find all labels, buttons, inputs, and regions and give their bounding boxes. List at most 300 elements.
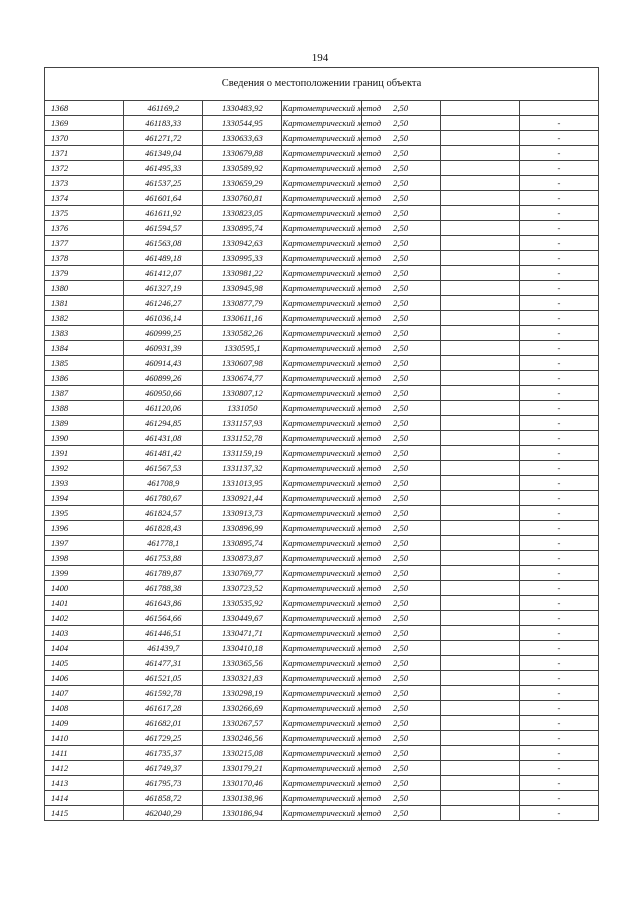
column-7-cell: - xyxy=(519,641,598,656)
determination-method-cell: Картометрический метод xyxy=(282,611,361,626)
determination-method-cell: Картометрический метод xyxy=(282,671,361,686)
column-6-cell xyxy=(440,746,519,761)
column-6-cell xyxy=(440,551,519,566)
point-number-cell: 1390 xyxy=(45,431,124,446)
table-row xyxy=(45,191,599,206)
point-number-cell: 1376 xyxy=(45,221,124,236)
column-6-cell xyxy=(440,266,519,281)
column-7-cell: - xyxy=(519,716,598,731)
coordinate-y-cell: 1331050 xyxy=(203,401,282,416)
column-7-cell: - xyxy=(519,401,598,416)
point-number-cell: 1384 xyxy=(45,341,124,356)
point-number-cell: 1373 xyxy=(45,176,124,191)
coordinate-y-cell: 1330877,79 xyxy=(203,296,282,311)
coordinate-y-cell: 1330449,67 xyxy=(203,611,282,626)
table-row xyxy=(45,731,599,746)
point-number-cell: 1398 xyxy=(45,551,124,566)
coordinate-y-cell: 1331013,95 xyxy=(203,476,282,491)
coordinate-y-cell: 1330607,98 xyxy=(203,356,282,371)
coordinate-y-cell: 1330170,46 xyxy=(203,776,282,791)
determination-method-cell: Картометрический метод xyxy=(282,431,361,446)
coordinate-x-cell: 460899,26 xyxy=(124,371,203,386)
column-6-cell xyxy=(440,686,519,701)
point-number-cell: 1380 xyxy=(45,281,124,296)
coordinate-y-cell: 1330807,12 xyxy=(203,386,282,401)
precision-cell: 2,50 xyxy=(361,146,440,161)
precision-cell: 2,50 xyxy=(361,686,440,701)
point-number-cell: 1375 xyxy=(45,206,124,221)
coordinate-x-cell: 461824,57 xyxy=(124,506,203,521)
determination-method-cell: Картометрический метод xyxy=(282,236,361,251)
determination-method-cell: Картометрический метод xyxy=(282,581,361,596)
coordinate-x-cell: 461858,72 xyxy=(124,791,203,806)
column-6-cell xyxy=(440,581,519,596)
point-number-cell: 1369 xyxy=(45,116,124,131)
point-number-cell: 1381 xyxy=(45,296,124,311)
coordinate-x-cell: 462040,29 xyxy=(124,806,203,821)
column-6-cell xyxy=(440,386,519,401)
coordinate-x-cell: 461246,27 xyxy=(124,296,203,311)
boundary-coordinates-table xyxy=(44,67,599,821)
table-row xyxy=(45,341,599,356)
precision-cell: 2,50 xyxy=(361,326,440,341)
precision-cell: 2,50 xyxy=(361,341,440,356)
table-row xyxy=(45,206,599,221)
table-row xyxy=(45,506,599,521)
precision-cell: 2,50 xyxy=(361,386,440,401)
coordinate-x-cell: 461431,08 xyxy=(124,431,203,446)
point-number-cell: 1388 xyxy=(45,401,124,416)
coordinate-x-cell: 461780,67 xyxy=(124,491,203,506)
coordinate-y-cell: 1330921,44 xyxy=(203,491,282,506)
coordinate-x-cell: 461412,07 xyxy=(124,266,203,281)
column-6-cell xyxy=(440,776,519,791)
column-7-cell: - xyxy=(519,341,598,356)
point-number-cell: 1397 xyxy=(45,536,124,551)
precision-cell: 2,50 xyxy=(361,731,440,746)
table-row xyxy=(45,716,599,731)
point-number-cell: 1378 xyxy=(45,251,124,266)
coordinate-x-cell: 461446,51 xyxy=(124,626,203,641)
coordinate-y-cell: 1330138,96 xyxy=(203,791,282,806)
table-row xyxy=(45,596,599,611)
table-row xyxy=(45,416,599,431)
precision-cell: 2,50 xyxy=(361,311,440,326)
table-row xyxy=(45,746,599,761)
point-number-cell: 1415 xyxy=(45,806,124,821)
table-row xyxy=(45,401,599,416)
table-row xyxy=(45,446,599,461)
coordinate-x-cell: 461036,14 xyxy=(124,311,203,326)
column-6-cell xyxy=(440,431,519,446)
table-row xyxy=(45,686,599,701)
coordinate-y-cell: 1330215,08 xyxy=(203,746,282,761)
table-row xyxy=(45,656,599,671)
column-6-cell xyxy=(440,521,519,536)
precision-cell: 2,50 xyxy=(361,176,440,191)
column-7-cell: - xyxy=(519,611,598,626)
column-6-cell xyxy=(440,671,519,686)
precision-cell: 2,50 xyxy=(361,641,440,656)
column-7-cell: - xyxy=(519,131,598,146)
determination-method-cell: Картометрический метод xyxy=(282,401,361,416)
column-7-cell: - xyxy=(519,791,598,806)
column-7-cell: - xyxy=(519,416,598,431)
table-row xyxy=(45,266,599,281)
determination-method-cell: Картометрический метод xyxy=(282,266,361,281)
coordinate-y-cell: 1330760,81 xyxy=(203,191,282,206)
point-number-cell: 1379 xyxy=(45,266,124,281)
coordinate-x-cell: 461594,57 xyxy=(124,221,203,236)
point-number-cell: 1377 xyxy=(45,236,124,251)
determination-method-cell: Картометрический метод xyxy=(282,116,361,131)
point-number-cell: 1391 xyxy=(45,446,124,461)
coordinate-y-cell: 1330995,33 xyxy=(203,251,282,266)
coordinate-x-cell: 461481,42 xyxy=(124,446,203,461)
table-row xyxy=(45,626,599,641)
coordinate-x-cell: 461749,37 xyxy=(124,761,203,776)
column-7-cell: - xyxy=(519,431,598,446)
page-number: 194 xyxy=(311,52,329,64)
coordinate-x-cell: 461521,05 xyxy=(124,671,203,686)
table-row xyxy=(45,461,599,476)
coordinate-x-cell: 461439,7 xyxy=(124,641,203,656)
column-6-cell xyxy=(440,116,519,131)
column-6-cell xyxy=(440,101,519,116)
coordinate-y-cell: 1330633,63 xyxy=(203,131,282,146)
precision-cell: 2,50 xyxy=(361,416,440,431)
point-number-cell: 1401 xyxy=(45,596,124,611)
column-7-cell: - xyxy=(519,806,598,821)
coordinate-y-cell: 1330981,22 xyxy=(203,266,282,281)
table-row xyxy=(45,116,599,131)
point-number-cell: 1402 xyxy=(45,611,124,626)
coordinate-y-cell: 1330589,92 xyxy=(203,161,282,176)
column-6-cell xyxy=(440,326,519,341)
point-number-cell: 1393 xyxy=(45,476,124,491)
point-number-cell: 1407 xyxy=(45,686,124,701)
coordinate-x-cell: 461349,04 xyxy=(124,146,203,161)
column-6-cell xyxy=(440,191,519,206)
point-number-cell: 1394 xyxy=(45,491,124,506)
precision-cell: 2,50 xyxy=(361,191,440,206)
column-7-cell xyxy=(519,101,598,116)
precision-cell: 2,50 xyxy=(361,296,440,311)
column-7-cell: - xyxy=(519,116,598,131)
coordinate-x-cell: 461788,38 xyxy=(124,581,203,596)
column-6-cell xyxy=(440,416,519,431)
precision-cell: 2,50 xyxy=(361,431,440,446)
coordinate-x-cell: 460931,39 xyxy=(124,341,203,356)
coordinate-y-cell: 1330186,94 xyxy=(203,806,282,821)
point-number-cell: 1374 xyxy=(45,191,124,206)
determination-method-cell: Картометрический метод xyxy=(282,476,361,491)
precision-cell: 2,50 xyxy=(361,371,440,386)
coordinate-y-cell: 1330674,77 xyxy=(203,371,282,386)
determination-method-cell: Картометрический метод xyxy=(282,551,361,566)
column-7-cell: - xyxy=(519,266,598,281)
precision-cell: 2,50 xyxy=(361,701,440,716)
determination-method-cell: Картометрический метод xyxy=(282,746,361,761)
precision-cell: 2,50 xyxy=(361,281,440,296)
column-6-cell xyxy=(440,791,519,806)
coordinate-x-cell: 461271,72 xyxy=(124,131,203,146)
precision-cell: 2,50 xyxy=(361,581,440,596)
table-row xyxy=(45,536,599,551)
column-6-cell xyxy=(440,296,519,311)
table-row xyxy=(45,641,599,656)
coordinate-x-cell: 461828,43 xyxy=(124,521,203,536)
column-7-cell: - xyxy=(519,671,598,686)
column-6-cell xyxy=(440,221,519,236)
precision-cell: 2,50 xyxy=(361,791,440,806)
determination-method-cell: Картометрический метод xyxy=(282,281,361,296)
column-7-cell: - xyxy=(519,176,598,191)
determination-method-cell: Картометрический метод xyxy=(282,761,361,776)
coordinate-x-cell: 461294,85 xyxy=(124,416,203,431)
determination-method-cell: Картометрический метод xyxy=(282,326,361,341)
coordinate-x-cell: 461617,28 xyxy=(124,701,203,716)
determination-method-cell: Картометрический метод xyxy=(282,161,361,176)
coordinate-y-cell: 1330267,57 xyxy=(203,716,282,731)
determination-method-cell: Картометрический метод xyxy=(282,656,361,671)
determination-method-cell: Картометрический метод xyxy=(282,626,361,641)
column-6-cell xyxy=(440,446,519,461)
column-6-cell xyxy=(440,716,519,731)
column-7-cell: - xyxy=(519,731,598,746)
column-6-cell xyxy=(440,146,519,161)
coordinate-y-cell: 1330823,05 xyxy=(203,206,282,221)
column-6-cell xyxy=(440,626,519,641)
precision-cell: 2,50 xyxy=(361,491,440,506)
point-number-cell: 1395 xyxy=(45,506,124,521)
determination-method-cell: Картометрический метод xyxy=(282,716,361,731)
coordinate-y-cell: 1330365,56 xyxy=(203,656,282,671)
determination-method-cell: Картометрический метод xyxy=(282,311,361,326)
column-6-cell xyxy=(440,161,519,176)
determination-method-cell: Картометрический метод xyxy=(282,176,361,191)
column-6-cell xyxy=(440,536,519,551)
coordinate-y-cell: 1330582,26 xyxy=(203,326,282,341)
table-row xyxy=(45,581,599,596)
determination-method-cell: Картометрический метод xyxy=(282,296,361,311)
column-7-cell: - xyxy=(519,356,598,371)
precision-cell: 2,50 xyxy=(361,536,440,551)
table-row xyxy=(45,701,599,716)
determination-method-cell: Картометрический метод xyxy=(282,371,361,386)
point-number-cell: 1372 xyxy=(45,161,124,176)
table-row xyxy=(45,476,599,491)
column-7-cell: - xyxy=(519,251,598,266)
column-7-cell: - xyxy=(519,686,598,701)
determination-method-cell: Картометрический метод xyxy=(282,536,361,551)
precision-cell: 2,50 xyxy=(361,356,440,371)
precision-cell: 2,50 xyxy=(361,626,440,641)
precision-cell: 2,50 xyxy=(361,116,440,131)
coordinate-x-cell: 461643,86 xyxy=(124,596,203,611)
coordinate-x-cell: 461601,64 xyxy=(124,191,203,206)
column-7-cell: - xyxy=(519,446,598,461)
determination-method-cell: Картометрический метод xyxy=(282,731,361,746)
precision-cell: 2,50 xyxy=(361,776,440,791)
table-row xyxy=(45,326,599,341)
table-row xyxy=(45,551,599,566)
determination-method-cell: Картометрический метод xyxy=(282,491,361,506)
column-7-cell: - xyxy=(519,761,598,776)
point-number-cell: 1412 xyxy=(45,761,124,776)
coordinate-y-cell: 1330246,56 xyxy=(203,731,282,746)
determination-method-cell: Картометрический метод xyxy=(282,131,361,146)
table-row xyxy=(45,296,599,311)
determination-method-cell: Картометрический метод xyxy=(282,221,361,236)
table-row xyxy=(45,356,599,371)
table-row xyxy=(45,431,599,446)
precision-cell: 2,50 xyxy=(361,161,440,176)
coordinate-y-cell: 1330659,29 xyxy=(203,176,282,191)
column-6-cell xyxy=(440,611,519,626)
coordinate-y-cell: 1330266,69 xyxy=(203,701,282,716)
coordinate-y-cell: 1330321,83 xyxy=(203,671,282,686)
column-7-cell: - xyxy=(519,506,598,521)
point-number-cell: 1382 xyxy=(45,311,124,326)
point-number-cell: 1404 xyxy=(45,641,124,656)
column-7-cell: - xyxy=(519,311,598,326)
determination-method-cell: Картометрический метод xyxy=(282,206,361,221)
coordinate-x-cell: 461120,06 xyxy=(124,401,203,416)
precision-cell: 2,50 xyxy=(361,671,440,686)
column-7-cell: - xyxy=(519,296,598,311)
column-6-cell xyxy=(440,341,519,356)
table-row xyxy=(45,251,599,266)
column-6-cell xyxy=(440,641,519,656)
coordinate-y-cell: 1330769,77 xyxy=(203,566,282,581)
coordinate-y-cell: 1330535,92 xyxy=(203,596,282,611)
table-row xyxy=(45,761,599,776)
coordinate-y-cell: 1330873,87 xyxy=(203,551,282,566)
column-7-cell: - xyxy=(519,626,598,641)
coordinate-y-cell: 1330179,21 xyxy=(203,761,282,776)
point-number-cell: 1400 xyxy=(45,581,124,596)
coordinate-x-cell: 461567,53 xyxy=(124,461,203,476)
table-row xyxy=(45,281,599,296)
column-6-cell xyxy=(440,731,519,746)
coordinate-y-cell: 1330942,63 xyxy=(203,236,282,251)
point-number-cell: 1370 xyxy=(45,131,124,146)
column-6-cell xyxy=(440,596,519,611)
table-row xyxy=(45,521,599,536)
table-row xyxy=(45,161,599,176)
coordinate-x-cell: 461477,31 xyxy=(124,656,203,671)
table-row xyxy=(45,566,599,581)
column-6-cell xyxy=(440,701,519,716)
column-7-cell: - xyxy=(519,371,598,386)
determination-method-cell: Картометрический метод xyxy=(282,566,361,581)
column-7-cell: - xyxy=(519,281,598,296)
point-number-cell: 1389 xyxy=(45,416,124,431)
point-number-cell: 1387 xyxy=(45,386,124,401)
table-row xyxy=(45,176,599,191)
coordinate-y-cell: 1331137,32 xyxy=(203,461,282,476)
precision-cell: 2,50 xyxy=(361,596,440,611)
coordinate-y-cell: 1331157,93 xyxy=(203,416,282,431)
precision-cell: 2,50 xyxy=(361,716,440,731)
precision-cell: 2,50 xyxy=(361,401,440,416)
precision-cell: 2,50 xyxy=(361,236,440,251)
coordinate-y-cell: 1330945,98 xyxy=(203,281,282,296)
precision-cell: 2,50 xyxy=(361,806,440,821)
table-row xyxy=(45,236,599,251)
precision-cell: 2,50 xyxy=(361,761,440,776)
precision-cell: 2,50 xyxy=(361,506,440,521)
column-6-cell xyxy=(440,761,519,776)
precision-cell: 2,50 xyxy=(361,656,440,671)
column-7-cell: - xyxy=(519,386,598,401)
point-number-cell: 1409 xyxy=(45,716,124,731)
precision-cell: 2,50 xyxy=(361,101,440,116)
column-7-cell: - xyxy=(519,191,598,206)
point-number-cell: 1410 xyxy=(45,731,124,746)
column-7-cell: - xyxy=(519,476,598,491)
precision-cell: 2,50 xyxy=(361,221,440,236)
table-title-row xyxy=(45,68,599,101)
coordinate-x-cell: 461183,33 xyxy=(124,116,203,131)
column-7-cell: - xyxy=(519,236,598,251)
coordinate-y-cell: 1330895,74 xyxy=(203,221,282,236)
column-7-cell: - xyxy=(519,596,598,611)
table-row xyxy=(45,131,599,146)
coordinate-x-cell: 461495,33 xyxy=(124,161,203,176)
column-7-cell: - xyxy=(519,146,598,161)
column-7-cell: - xyxy=(519,566,598,581)
column-7-cell: - xyxy=(519,461,598,476)
coordinate-y-cell: 1330679,88 xyxy=(203,146,282,161)
determination-method-cell: Картометрический метод xyxy=(282,641,361,656)
column-6-cell xyxy=(440,491,519,506)
point-number-cell: 1399 xyxy=(45,566,124,581)
coordinate-x-cell: 461489,18 xyxy=(124,251,203,266)
precision-cell: 2,50 xyxy=(361,131,440,146)
table-row xyxy=(45,146,599,161)
coordinate-x-cell: 461729,25 xyxy=(124,731,203,746)
table-row xyxy=(45,491,599,506)
column-6-cell xyxy=(440,236,519,251)
coordinate-x-cell: 460950,66 xyxy=(124,386,203,401)
coordinate-y-cell: 1330471,71 xyxy=(203,626,282,641)
coordinate-x-cell: 461537,25 xyxy=(124,176,203,191)
precision-cell: 2,50 xyxy=(361,551,440,566)
column-7-cell: - xyxy=(519,551,598,566)
point-number-cell: 1371 xyxy=(45,146,124,161)
determination-method-cell: Картометрический метод xyxy=(282,701,361,716)
determination-method-cell: Картометрический метод xyxy=(282,101,361,116)
determination-method-cell: Картометрический метод xyxy=(282,146,361,161)
determination-method-cell: Картометрический метод xyxy=(282,791,361,806)
column-6-cell xyxy=(440,281,519,296)
point-number-cell: 1386 xyxy=(45,371,124,386)
coordinate-y-cell: 1330595,1 xyxy=(203,341,282,356)
precision-cell: 2,50 xyxy=(361,521,440,536)
determination-method-cell: Картометрический метод xyxy=(282,806,361,821)
table-row xyxy=(45,311,599,326)
column-6-cell xyxy=(440,131,519,146)
column-7-cell: - xyxy=(519,221,598,236)
determination-method-cell: Картометрический метод xyxy=(282,341,361,356)
coordinate-y-cell: 1331159,19 xyxy=(203,446,282,461)
column-6-cell xyxy=(440,461,519,476)
determination-method-cell: Картометрический метод xyxy=(282,251,361,266)
column-6-cell xyxy=(440,656,519,671)
table-title: Сведения о местоположении границ объекта xyxy=(45,68,599,101)
